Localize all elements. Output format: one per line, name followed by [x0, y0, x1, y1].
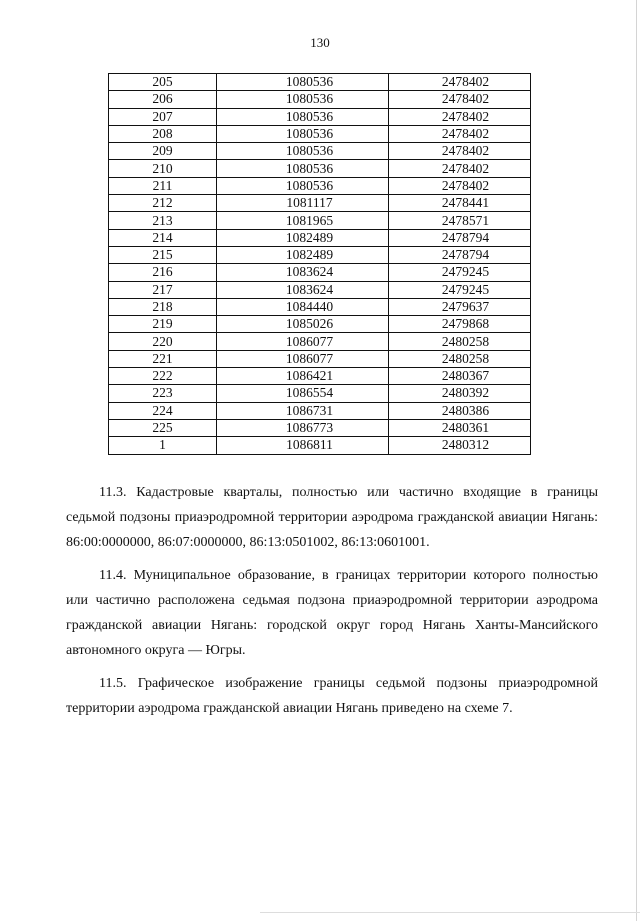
y-coordinate-cell: 2478402 [389, 143, 531, 160]
table-row [109, 298, 531, 315]
point-number-cell: 213 [109, 212, 217, 229]
y-coordinate-cell: 2480258 [389, 333, 531, 350]
y-coordinate-cell: 2478402 [389, 74, 531, 91]
x-coordinate-cell: 1080536 [217, 108, 389, 125]
y-coordinate-cell: 2480361 [389, 419, 531, 436]
x-coordinate-cell: 1083624 [217, 264, 389, 281]
point-number-cell: 220 [109, 333, 217, 350]
x-coordinate-cell: 1086421 [217, 368, 389, 385]
point-number-cell: 225 [109, 419, 217, 436]
x-coordinate-cell: 1081965 [217, 212, 389, 229]
y-coordinate-cell: 2480312 [389, 437, 531, 454]
x-coordinate-cell: 1081117 [217, 195, 389, 212]
x-coordinate-cell: 1086811 [217, 437, 389, 454]
scan-edge-bottom [260, 912, 640, 913]
point-number-cell: 1 [109, 437, 217, 454]
x-coordinate-cell: 1080536 [217, 143, 389, 160]
table-row [109, 143, 531, 160]
table-row [109, 125, 531, 142]
table-row [109, 246, 531, 263]
x-coordinate-cell: 1085026 [217, 316, 389, 333]
y-coordinate-cell: 2478441 [389, 195, 531, 212]
table-row [109, 229, 531, 246]
point-number-cell: 206 [109, 91, 217, 108]
y-coordinate-cell: 2478794 [389, 229, 531, 246]
point-number-cell: 219 [109, 316, 217, 333]
body-text [66, 480, 598, 729]
y-coordinate-cell: 2478402 [389, 125, 531, 142]
y-coordinate-cell: 2479245 [389, 281, 531, 298]
y-coordinate-cell: 2479868 [389, 316, 531, 333]
x-coordinate-cell: 1080536 [217, 177, 389, 194]
point-number-cell: 209 [109, 143, 217, 160]
table-row [109, 437, 531, 454]
table-row [109, 74, 531, 91]
table-row [109, 177, 531, 194]
y-coordinate-cell: 2480367 [389, 368, 531, 385]
x-coordinate-cell: 1082489 [217, 246, 389, 263]
x-coordinate-cell: 1086077 [217, 350, 389, 367]
scan-edge-right [636, 0, 637, 921]
x-coordinate-cell: 1086731 [217, 402, 389, 419]
table-row [109, 281, 531, 298]
point-number-cell: 224 [109, 402, 217, 419]
coordinates-table [108, 73, 531, 455]
table-row [109, 195, 531, 212]
x-coordinate-cell: 1080536 [217, 74, 389, 91]
paragraph-11-4: 11.4. Муниципальное образование, в границах территории которого полностью или частично расположена седьмая подзона приаэродромной территории аэродрома гражданской авиации Нягань: городской округ город Нягань Ханты-Мансийского автономного округа — Югры. [66, 568, 598, 658]
x-coordinate-cell: 1080536 [217, 160, 389, 177]
point-number-cell: 214 [109, 229, 217, 246]
x-coordinate-cell: 1086554 [217, 385, 389, 402]
point-number-cell: 207 [109, 108, 217, 125]
point-number-cell: 205 [109, 74, 217, 91]
y-coordinate-cell: 2480258 [389, 350, 531, 367]
point-number-cell: 210 [109, 160, 217, 177]
table-row [109, 350, 531, 367]
y-coordinate-cell: 2478402 [389, 91, 531, 108]
x-coordinate-cell: 1083624 [217, 281, 389, 298]
point-number-cell: 222 [109, 368, 217, 385]
point-number-cell: 208 [109, 125, 217, 142]
x-coordinate-cell: 1080536 [217, 91, 389, 108]
y-coordinate-cell: 2478402 [389, 160, 531, 177]
point-number-cell: 212 [109, 195, 217, 212]
y-coordinate-cell: 2479637 [389, 298, 531, 315]
paragraph-11-3: 11.3. Кадастровые кварталы, полностью или частично входящие в границы седьмой подзоны приаэродромной территории аэродрома гражданской авиации Нягань: 86:00:0000000, 86:07:0000000, 86:13:0501002, 86:13:0601001. [66, 485, 598, 550]
page-number: 130 [310, 35, 330, 50]
table-row [109, 264, 531, 281]
coordinates-table-body [109, 74, 531, 455]
table-row [109, 160, 531, 177]
point-number-cell: 221 [109, 350, 217, 367]
paragraph-11-5: 11.5. Графическое изображение границы седьмой подзоны приаэродромной территории аэродрома гражданской авиации Нягань приведено на схеме 7. [66, 676, 598, 716]
x-coordinate-cell: 1086773 [217, 419, 389, 436]
table-row [109, 316, 531, 333]
y-coordinate-cell: 2479245 [389, 264, 531, 281]
point-number-cell: 223 [109, 385, 217, 402]
x-coordinate-cell: 1086077 [217, 333, 389, 350]
point-number-cell: 217 [109, 281, 217, 298]
table-row [109, 212, 531, 229]
table-row [109, 385, 531, 402]
x-coordinate-cell: 1080536 [217, 125, 389, 142]
x-coordinate-cell: 1082489 [217, 229, 389, 246]
table-row [109, 333, 531, 350]
table-row [109, 368, 531, 385]
table-row [109, 402, 531, 419]
y-coordinate-cell: 2478402 [389, 177, 531, 194]
table-row [109, 91, 531, 108]
y-coordinate-cell: 2478402 [389, 108, 531, 125]
point-number-cell: 216 [109, 264, 217, 281]
y-coordinate-cell: 2478794 [389, 246, 531, 263]
y-coordinate-cell: 2480386 [389, 402, 531, 419]
y-coordinate-cell: 2478571 [389, 212, 531, 229]
y-coordinate-cell: 2480392 [389, 385, 531, 402]
point-number-cell: 215 [109, 246, 217, 263]
x-coordinate-cell: 1084440 [217, 298, 389, 315]
point-number-cell: 211 [109, 177, 217, 194]
table-row [109, 419, 531, 436]
point-number-cell: 218 [109, 298, 217, 315]
table-row [109, 108, 531, 125]
